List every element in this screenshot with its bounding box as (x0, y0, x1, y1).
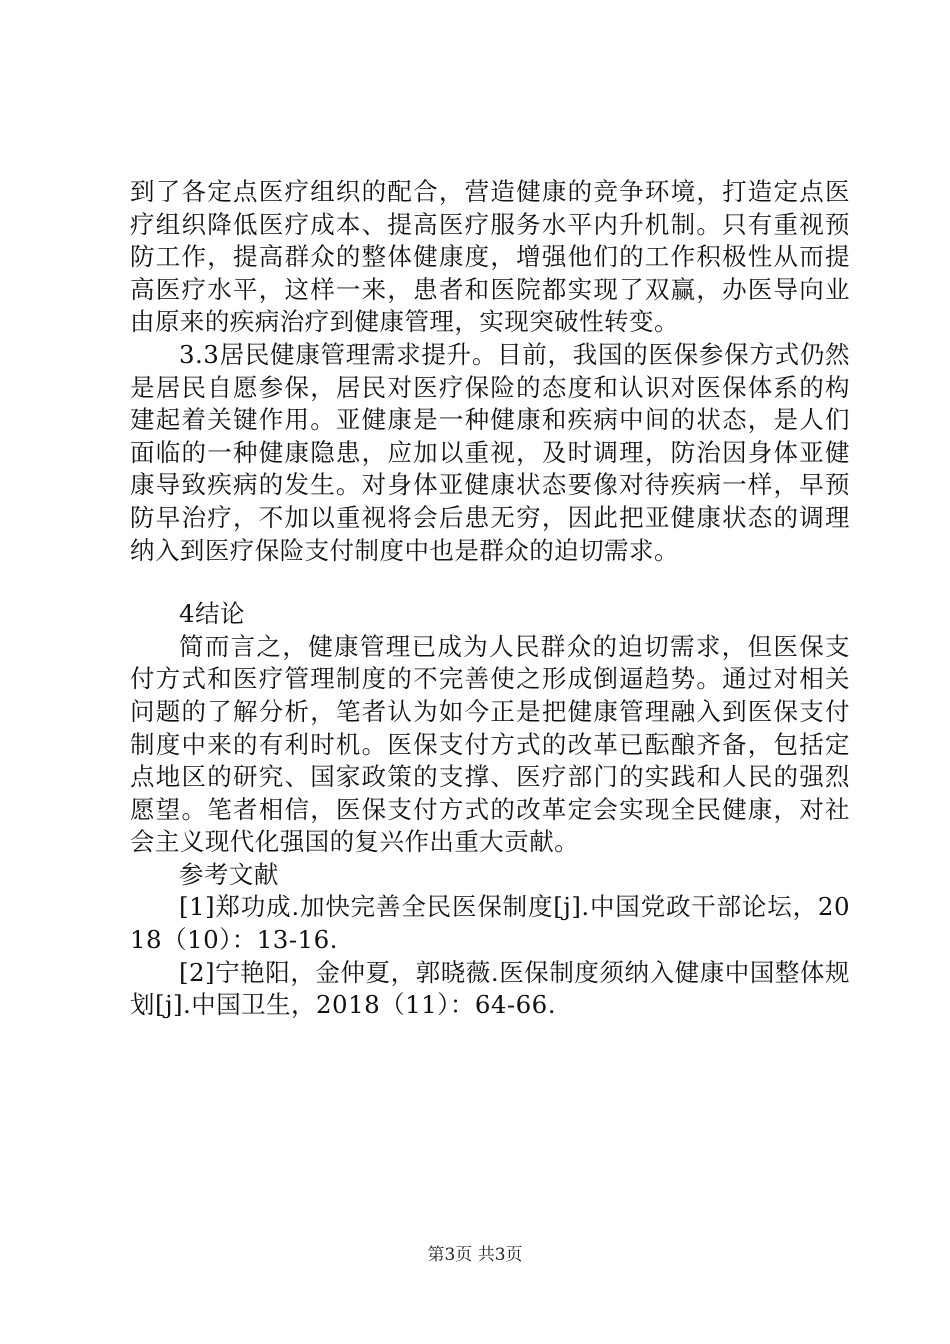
references-heading: 参考文献 (179, 859, 279, 889)
reference-item-2: [2]宁艳阳，金仲夏，郭晓薇.医保制度须纳入健康中国整体规划[j].中国卫生，2018（11）：64-66. (130, 957, 850, 1020)
paragraph-3-3-resident-health-demand: 3.3居民健康管理需求提升。目前，我国的医保参保方式仍然是居民自愿参保，居民对医疗保险的态度和认识对医保体系的构建起着关键作用。亚健康是一种健康和疾病中间的状态，是人们面临的一种健康隐患，应加以重视，及时调理，防治因身体亚健康导致疾病的发生。对身体亚健康状态要像对待疾病一样，早预防早治疗，不加以重视将会后患无穷，因此把亚健康状态的调理纳入到医疗保险支付制度中也是群众的迫切需求。 (130, 339, 850, 565)
section-heading-conclusion: 4结论 (179, 599, 245, 629)
paragraph-gap (130, 567, 850, 598)
page-number-label: 第3页 共3页 (427, 1245, 523, 1265)
body-text (130, 176, 850, 1022)
reference-item-1: [1]郑功成.加快完善全民医保制度[j].中国党政干部论坛，2018（10）：13-16. (130, 892, 850, 955)
page-footer (0, 1244, 950, 1266)
paragraph-conclusion: 简而言之，健康管理已成为人民群众的迫切需求，但医保支付方式和医疗管理制度的不完善使之形成倒逼趋势。通过对相关问题的了解分析，笔者认为如今正是把健康管理融入到医保支付制度中来的有利时机。医保支付方式的改革已酝酿齐备，包括定点地区的研究、国家政策的支撑、医疗部门的实践和人民的强烈愿望。笔者相信，医保支付方式的改革定会实现全民健康，对社会主义现代化强国的复兴作出重大贡献。 (130, 631, 850, 857)
paragraph-continuation: 到了各定点医疗组织的配合，营造健康的竞争环境，打造定点医疗组织降低医疗成本、提高医疗服务水平内升机制。只有重视预防工作，提高群众的整体健康度，增强他们的工作积极性从而提高医疗水平，这样一来，患者和医院都实现了双赢，办医导向业由原来的疾病治疗到健康管理，实现突破性转变。 (130, 177, 850, 337)
